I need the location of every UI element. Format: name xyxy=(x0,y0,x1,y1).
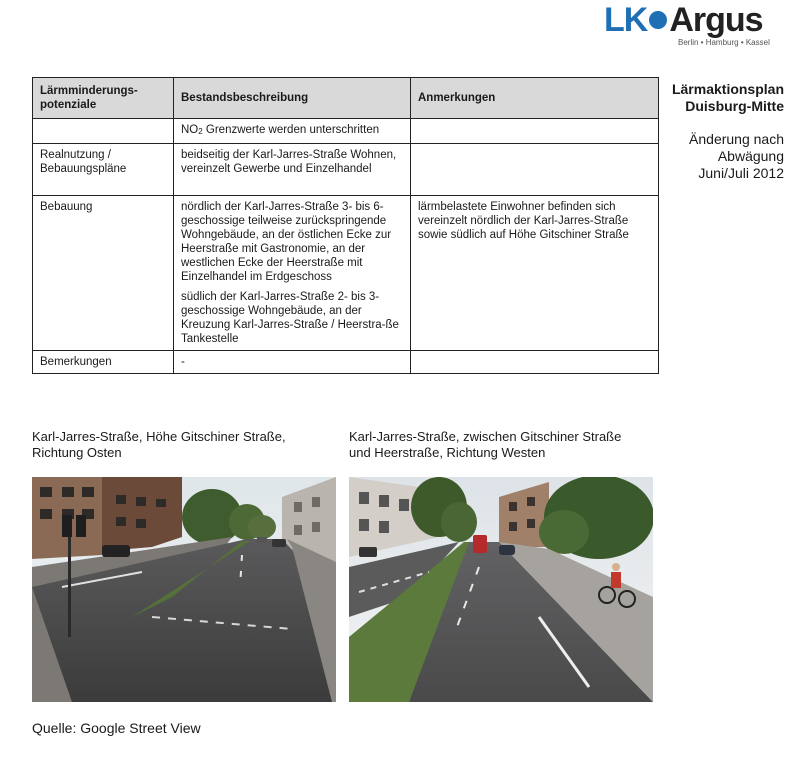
title-line-1: Lärmaktionsplan xyxy=(671,81,784,97)
street-photo-east xyxy=(32,477,336,702)
row-label: Realnutzung / Bebauungspläne xyxy=(33,144,174,196)
row-description xyxy=(174,119,411,144)
row-label xyxy=(33,119,174,144)
row-note xyxy=(411,144,659,196)
no2-rest-text: Grenzwerte werden unterschritten xyxy=(202,124,380,136)
logo-wordmark xyxy=(604,2,763,38)
row-description: - xyxy=(174,351,411,374)
street-photo-west-image xyxy=(349,477,653,702)
row-note xyxy=(411,351,659,374)
note-line-3: Juni/Juli 2012 xyxy=(698,165,784,181)
right-photo-caption xyxy=(349,429,621,461)
document-title xyxy=(672,81,784,115)
table-row xyxy=(33,351,659,374)
table-row xyxy=(33,196,659,351)
note-line-1: Änderung nach xyxy=(689,131,784,147)
row-label: Bemerkungen xyxy=(33,351,174,374)
row-description xyxy=(174,196,411,351)
lk-argus-logo xyxy=(604,2,790,50)
row-note xyxy=(411,119,659,144)
logo-tagline: Berlin • Hamburg • Kassel xyxy=(678,38,770,47)
table-header-row xyxy=(33,78,659,119)
table-row xyxy=(33,144,659,196)
logo-lk-text: LK xyxy=(604,1,648,39)
description-south: südlich der Karl-Jarres-Straße 2- bis 3-geschossige Wohngebäude, an der Kreuzung Karl-Jarres-Straße / Heerstra-ße Tankestelle xyxy=(181,291,399,345)
street-photo-east-image xyxy=(32,477,336,702)
table-row xyxy=(33,119,659,144)
row-description: beidseitig der Karl-Jarres-Straße Wohnen, vereinzelt Gewerbe und Einzelhandel xyxy=(174,144,411,196)
left-caption-line-2: Richtung Osten xyxy=(32,445,122,460)
description-north: nördlich der Karl-Jarres-Straße 3- bis 6-geschossige teilweise zurückspringende Wohngebäude, an der östlichen Ecke zur Heerstraße mit Gastronomie, an der westlichen Ecke der Heerstraße mit Einzelhandel im Erdgeschoss xyxy=(181,201,392,283)
no2-text: NO xyxy=(181,124,199,136)
header-description: Bestandsbeschreibung xyxy=(174,78,411,119)
logo-argus-text: Argus xyxy=(669,1,763,39)
photo-source: Quelle: Google Street View xyxy=(32,720,201,736)
row-label: Bebauung xyxy=(33,196,174,351)
header-potentials: Lärmminderungs-potenziale xyxy=(33,78,174,119)
no2-subscript: 2 xyxy=(198,127,203,136)
left-photo-caption xyxy=(32,429,286,461)
note-line-2: Abwägung xyxy=(717,148,784,164)
noise-reduction-table xyxy=(32,77,659,374)
right-caption-line-2: und Heerstraße, Richtung Westen xyxy=(349,445,546,460)
logo-wave-icon xyxy=(649,11,667,29)
left-caption-line-1: Karl-Jarres-Straße, Höhe Gitschiner Straße, xyxy=(32,429,286,444)
street-photo-west xyxy=(349,477,653,702)
revision-note xyxy=(689,131,784,182)
right-caption-line-1: Karl-Jarres-Straße, zwischen Gitschiner Straße xyxy=(349,429,622,444)
title-line-2: Duisburg-Mitte xyxy=(685,98,784,114)
row-note: lärmbelastete Einwohner befinden sich vereinzelt nördlich der Karl-Jarres-Straße sowie südlich auf Höhe Gitschiner Straße xyxy=(411,196,659,351)
header-remarks: Anmerkungen xyxy=(411,78,659,119)
